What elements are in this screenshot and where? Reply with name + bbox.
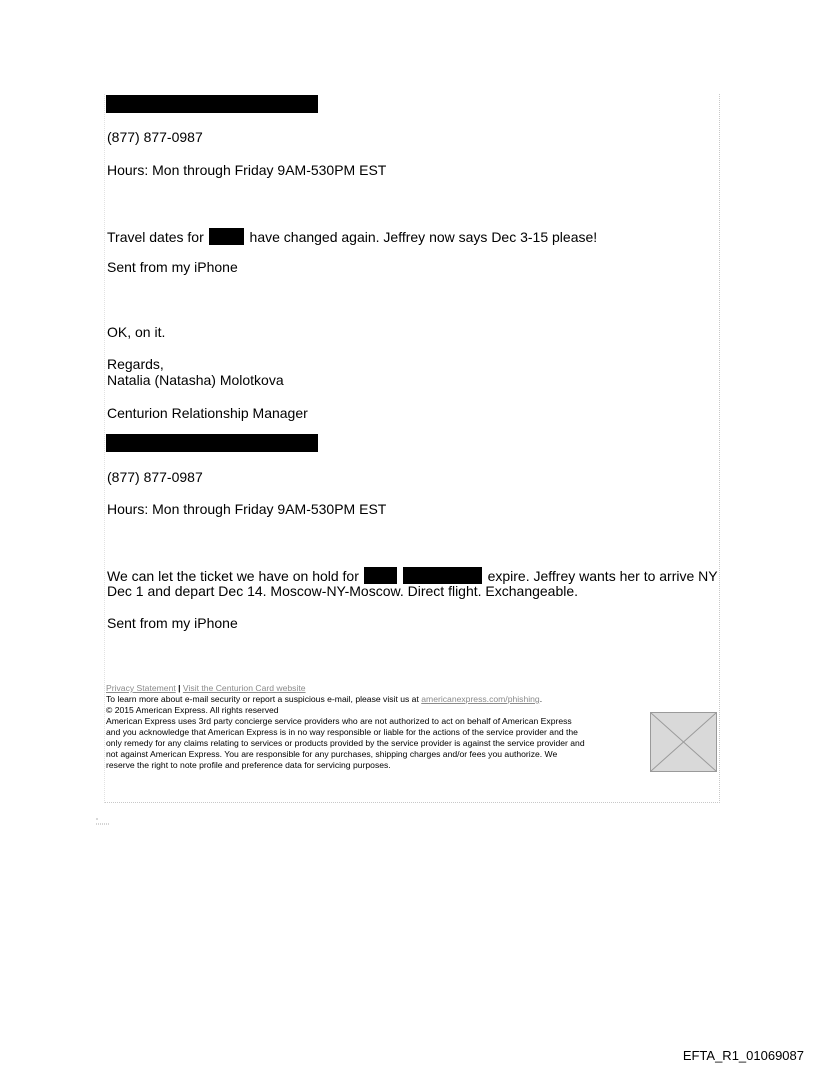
sender-title: Centurion Relationship Manager [107,405,308,421]
message-text: have changed again. Jeffrey now says Dec 3-15 please! [249,229,598,245]
disclaimer-line: reserve the right to note profile and preference data for servicing purposes. [106,760,391,770]
sender-name: Natalia (Natasha) Molotkova [107,372,284,388]
redaction-block [106,434,318,452]
redaction-block [403,567,482,584]
reply-text: OK, on it. [107,324,166,340]
document-id: EFTA_R1_01069087 [682,1048,804,1063]
copyright-text: © 2015 American Express. All rights reserved [106,705,279,715]
disclaimer-line: not against American Express. You are responsible for any purchases, shipping charges and/or fees you authorize. We [106,749,558,759]
centurion-website-link[interactable]: Visit the Centurion Card website [182,683,306,693]
disclaimer-line: American Express uses 3rd party concierge service providers who are not authorized to act on behalf of American Express [106,716,572,726]
phishing-end: . [539,694,543,704]
phishing-link[interactable]: americanexpress.com/phishing [421,694,540,704]
phishing-text: To learn more about e-mail security or report a suspicious e-mail, please visit us at [106,694,419,704]
stray-mark [96,818,110,826]
message-text: expire. Jeffrey wants her to arrive NY [487,568,718,584]
sent-from-signature: Sent from my iPhone [107,259,238,275]
redaction-block [364,567,397,584]
message-line [107,228,597,245]
link-separator: | [178,683,181,693]
phone-number: (877) 877-0987 [107,469,203,485]
privacy-statement-link[interactable]: Privacy Statement [106,683,176,693]
regards-text: Regards, [107,356,164,372]
phone-number: (877) 877-0987 [107,129,203,145]
footer-links [106,683,306,693]
disclaimer-line: and you acknowledge that American Express is in no way responsible or liable for the actions of the service provider and the [106,727,578,737]
broken-image-placeholder [650,712,717,772]
message-text: Travel dates for [107,229,204,245]
phishing-notice [106,694,542,704]
broken-image-icon [651,713,716,771]
redaction-block [106,95,318,113]
redaction-block [209,228,244,245]
office-hours: Hours: Mon through Friday 9AM-530PM EST [107,162,387,178]
message-text: We can let the ticket we have on hold for [107,568,359,584]
office-hours: Hours: Mon through Friday 9AM-530PM EST [107,501,387,517]
sent-from-signature: Sent from my iPhone [107,615,238,631]
disclaimer-line: only remedy for any claims relating to services or products provided by the service provider is against the service provider and [106,738,585,748]
message-line-2: Dec 1 and depart Dec 14. Moscow-NY-Moscow. Direct flight. Exchangeable. [107,583,579,599]
message-line [107,567,718,584]
